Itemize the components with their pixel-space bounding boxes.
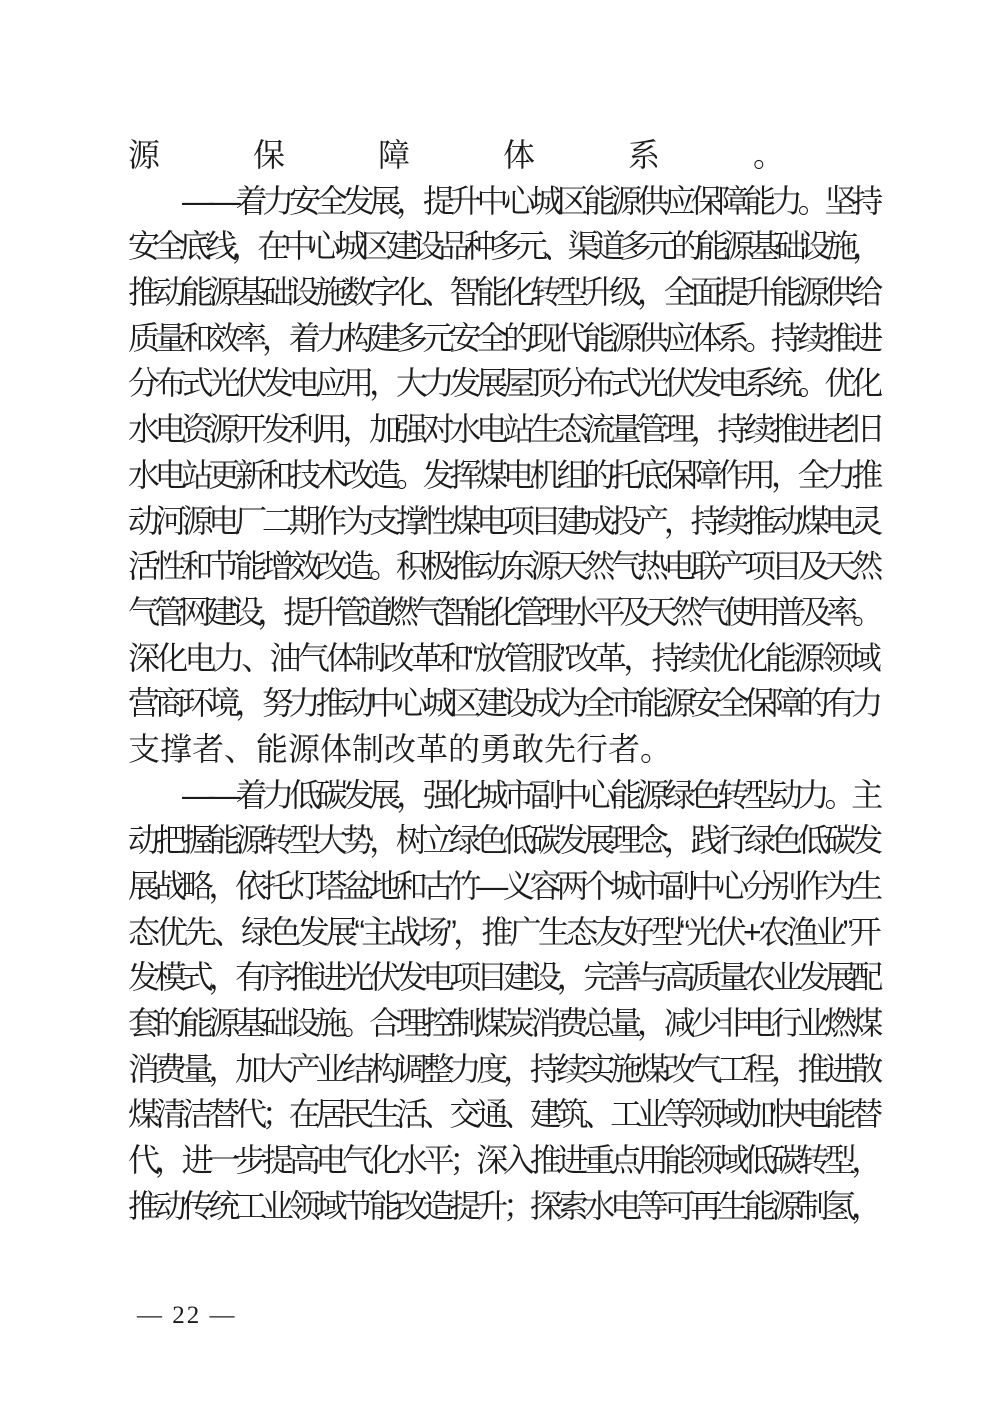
- body-line-text: 消费量，加大产业结构调整力度，持续实施煤改气工程，推进散: [128, 1050, 878, 1087]
- body-line: [128, 361, 878, 407]
- body-line-text: 安全底线，在中心城区建设品种多元、渠道多元的能源基础设施，: [128, 228, 878, 265]
- body-line-text: 发模式，有序推进光伏发电项目建设，完善与高质量农业发展配: [128, 959, 878, 996]
- body-line: [128, 681, 878, 727]
- body-line-text: 动河源电厂二期作为支撑性煤电项目建成投产，持续推动煤电灵: [128, 502, 878, 539]
- body-line-text: 套的能源基础设施。合理控制煤炭消费总量，减少非电行业燃煤: [128, 1005, 878, 1042]
- body-line-text: 分布式光伏发电应用，大力发展屋顶分布式光伏发电系统。优化: [128, 365, 878, 402]
- body-line: [128, 955, 878, 1001]
- body-line: [128, 544, 878, 590]
- body-line: [128, 1001, 878, 1047]
- body-line: [128, 1184, 878, 1230]
- page-number: — 22 —: [137, 1302, 237, 1329]
- paragraph-start-line: [128, 179, 878, 225]
- paragraph-end-line: [128, 727, 878, 773]
- body-line-text: 煤清洁替代；在居民生活、交通、建筑、工业等领域加快电能替: [128, 1096, 878, 1133]
- paragraph-start-line: [128, 773, 878, 819]
- body-line: [128, 864, 878, 910]
- body-line: [128, 407, 878, 453]
- body-line: [128, 636, 878, 682]
- body-line-text: 水电站更新和技术改造。发挥煤电机组的托底保障作用，全力推: [128, 456, 878, 493]
- body-line-text: 推动能源基础设施数字化、智能化转型升级，全面提升能源供给: [128, 274, 878, 311]
- body-line: [128, 1138, 878, 1184]
- body-line-text: 展战略，依托灯塔盆地和古竹—义容两个城市副中心分别作为生: [128, 868, 878, 904]
- body-line-text: 支撑者、能源体制改革的勇敢先行者。: [128, 730, 673, 767]
- body-line: [128, 910, 878, 956]
- body-line-text: 深化电力、油气体制改革和“放管服”改革，持续优化能源领域: [128, 639, 878, 676]
- body-line-text: ——着力安全发展，提升中心城区能源供应保障能力。坚持: [182, 182, 878, 219]
- body-line: [128, 224, 878, 270]
- body-line: [128, 1092, 878, 1138]
- body-line-text: 态优先、绿色发展“主战场”，推广生态友好型“光伏+农渔业”开: [128, 913, 878, 950]
- body-line-text: 气管网建设，提升管道燃气智能化管理水平及天然气使用普及率。: [128, 593, 878, 630]
- body-line-text: ——着力低碳发展，强化城市副中心能源绿色转型动力。主: [182, 776, 878, 813]
- body-line-text: 质量和效率，着力构建多元安全的现代能源供应体系。持续推进: [128, 319, 878, 356]
- body-line: [128, 590, 878, 636]
- body-line: [128, 499, 878, 545]
- body-line: [128, 1047, 878, 1093]
- body-line: [128, 133, 878, 179]
- body-line: [128, 453, 878, 499]
- body-line-text: 推动传统工业领域节能改造提升；探索水电等可再生能源制氢，: [128, 1187, 878, 1224]
- body-line-text: 动把握能源转型大势，树立绿色低碳发展理念，践行绿色低碳发: [128, 822, 878, 859]
- body-line-text: 营商环境，努力推动中心城区建设成为全市能源安全保障的有力: [128, 685, 878, 722]
- body-line-text: 水电资源开发利用，加强对水电站生态流量管理，持续推进老旧: [128, 411, 878, 448]
- body-line-text: 代，进一步提高电气化水平；深入推进重点用能领域低碳转型，: [128, 1142, 878, 1179]
- body-line-text: 活性和节能增效改造。积极推动东源天然气热电联产项目及天然: [128, 548, 878, 585]
- body-line: [128, 270, 878, 316]
- body-line-text: 源保障体系。: [128, 137, 878, 173]
- body-line: [128, 316, 878, 362]
- body-line: [128, 818, 878, 864]
- body-text: [128, 133, 878, 1230]
